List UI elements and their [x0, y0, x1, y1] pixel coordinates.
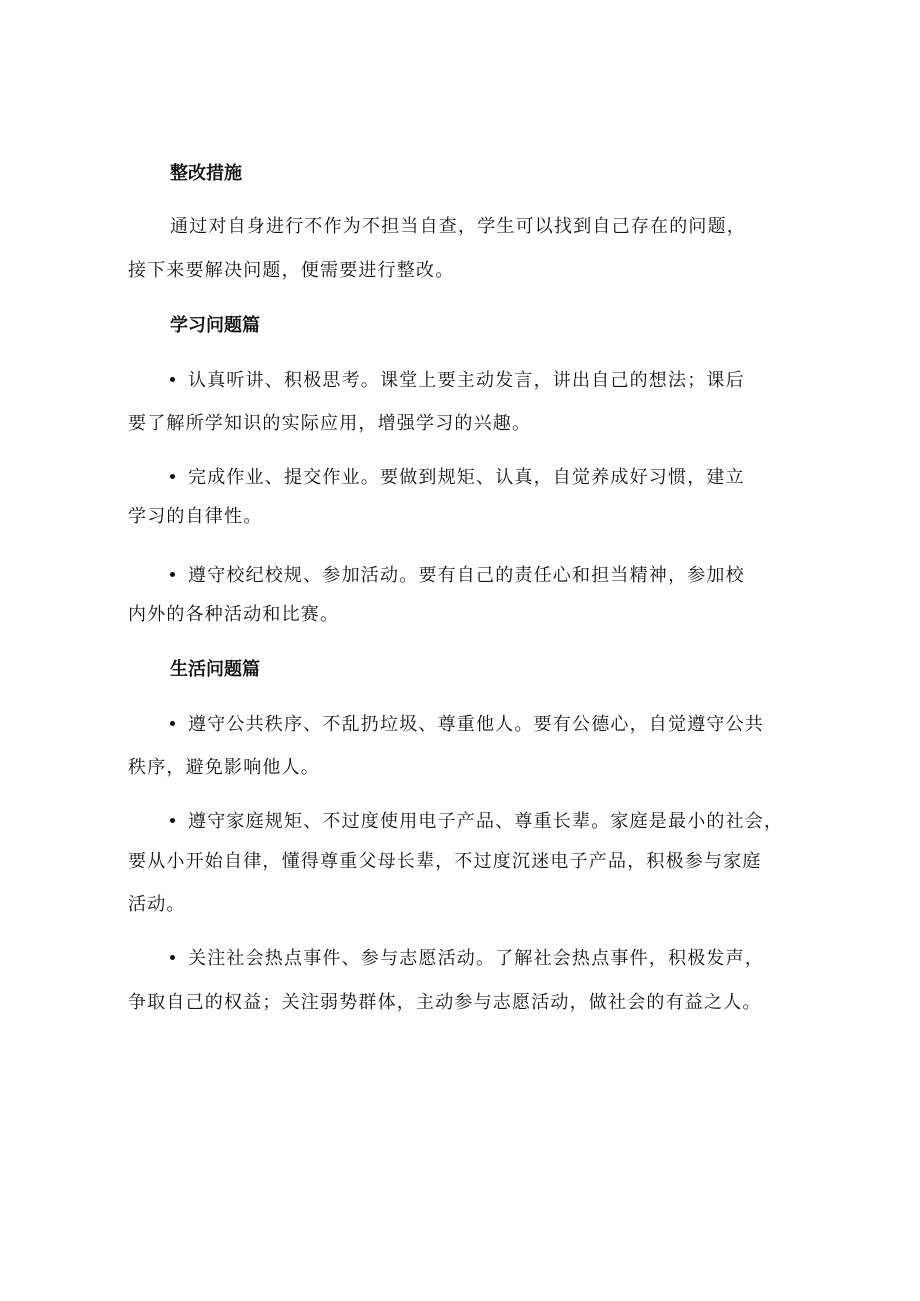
bullet-icon	[170, 377, 175, 382]
life-item-3-line-1	[170, 950, 764, 968]
section-heading-zhenggai: 整改措施	[170, 163, 242, 184]
intro-paragraph-line-1: 通过对自身进行不作为不担当自查，学生可以找到自己存在的问题，	[170, 216, 746, 237]
study-item-3-line-2: 内外的各种活动和比赛。	[128, 604, 340, 625]
study-item-2-text: 完成作业、提交作业。要做到规矩、认真，自觉养成好习惯，建立	[188, 467, 745, 488]
life-item-2-line-1	[170, 813, 783, 831]
study-item-1-line-1	[170, 372, 745, 390]
life-item-1-line-2: 秩序，避免影响他人。	[128, 757, 320, 778]
study-item-1-line-2: 要了解所学知识的实际应用，增强学习的兴趣。	[128, 413, 532, 434]
life-item-3-line-2: 争取自己的权益；关注弱势群体，主动参与志愿活动，做社会的有益之人。	[128, 992, 762, 1013]
life-item-2-text: 遵守家庭规矩、不过度使用电子产品、尊重长辈。家庭是最小的社会，	[188, 811, 784, 832]
intro-paragraph-line-2: 接下来要解决问题，便需要进行整改。	[128, 260, 455, 281]
section-heading-xuexi: 学习问题篇	[170, 315, 260, 336]
study-item-3-text: 遵守校纪校规、参加活动。要有自己的责任心和担当精神，参加校	[188, 565, 745, 586]
study-item-3-line-1	[170, 567, 745, 585]
study-item-2-line-1	[170, 469, 745, 487]
bullet-icon	[170, 721, 175, 726]
study-item-1-text: 认真听讲、积极思考。课堂上要主动发言，讲出自己的想法；课后	[188, 370, 745, 391]
life-item-3-text: 关注社会热点事件、参与志愿活动。了解社会热点事件，积极发声，	[188, 948, 764, 969]
bullet-icon	[170, 474, 175, 479]
life-item-1-line-1	[170, 716, 764, 734]
life-item-1-text: 遵守公共秩序、不乱扔垃圾、尊重他人。要有公德心，自觉遵守公共	[188, 714, 764, 735]
life-item-2-line-3: 活动。	[128, 894, 186, 915]
section-heading-shenghuo: 生活问题篇	[170, 659, 260, 680]
bullet-icon	[170, 955, 175, 960]
bullet-icon	[170, 572, 175, 577]
study-item-2-line-2: 学习的自律性。	[128, 506, 263, 527]
life-item-2-line-2: 要从小开始自律，懂得尊重父母长辈，不过度沉迷电子产品，积极参与家庭	[128, 851, 762, 872]
bullet-icon	[170, 818, 175, 823]
